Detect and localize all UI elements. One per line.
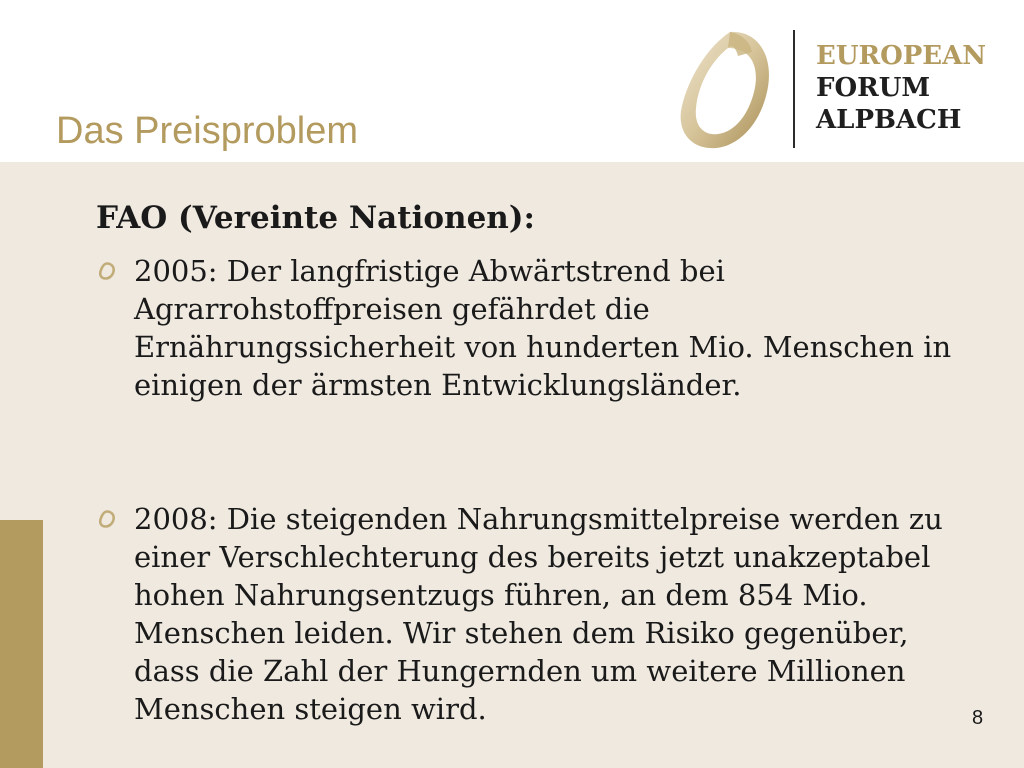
bullet-item-2008: 2008: Die steigenden Nahrungsmittelpreise werden zu einer Verschlechterung des bereits jetzt unakzeptabel hohen Nahrungsentzugs führen, an dem 854 Mio. Menschen leiden. Wir stehen dem Risiko gegenüber, dass die Zahl der Hungernden um weitere Millionen Menschen steigen wird. — [134, 502, 943, 726]
accent-bar — [0, 520, 43, 768]
slide-title: Das Preisproblem — [56, 110, 358, 152]
forum-alpbach-logo — [672, 26, 782, 154]
page-number: 8 — [972, 707, 984, 729]
brand-line-european: EUROPEAN — [816, 41, 987, 71]
brand-wordmark — [816, 40, 986, 136]
ring-bullet-icon — [98, 510, 116, 528]
brand-line-forum: FORUM — [816, 73, 931, 103]
slide-header — [0, 0, 1024, 162]
brand-line-alpbach: ALPBACH — [816, 105, 962, 135]
logo-divider — [793, 30, 795, 148]
ring-bullet-icon — [98, 262, 116, 280]
content-heading: FAO (Vereinte Nationen): — [96, 200, 535, 236]
bullet-item-2005: 2005: Der langfristige Abwärtstrend bei Agrarrohstoffpreisen gefährdet die Ernährungssicherheit von hunderten Mio. Menschen in einigen der ärmsten Entwicklungsländer. — [134, 254, 952, 402]
